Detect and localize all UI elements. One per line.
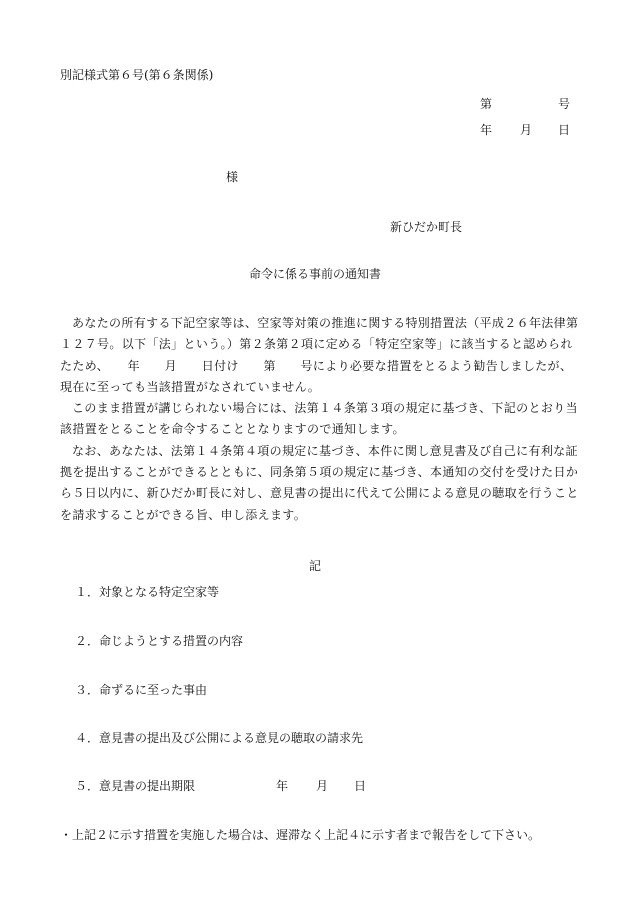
- list-item: [75, 777, 195, 794]
- item-label: 命ずるに至った事由: [99, 683, 208, 697]
- footnote: ・上記２に示す措置を実施した場合は、遅滞なく上記４に示す者まで報告をして下さい。: [60, 828, 541, 842]
- item-label: 命じようとする措置の内容: [99, 634, 244, 648]
- item-number: ５．: [75, 779, 100, 793]
- list-item: [75, 583, 219, 600]
- item-label: 意見書の提出及び公開による意見の聴取の請求先: [99, 731, 364, 745]
- list-item: [75, 632, 243, 649]
- deadline-month: 月: [316, 779, 329, 793]
- number-prefix: 第: [480, 97, 493, 111]
- item-number: ２．: [75, 634, 100, 648]
- deadline-day: 日: [354, 779, 367, 793]
- date-year: 年: [480, 123, 493, 137]
- paragraph-2: このまま措置が講じられない場合には、法第１４条第３項の規定に基づき、下記のとおり当該措置をとることを命令することとなりますので通知します。: [60, 401, 578, 437]
- sender-name: 新ひだか町長: [390, 220, 463, 234]
- list-item: [75, 681, 207, 698]
- body-text: [60, 313, 580, 526]
- paragraph-3: なお、あなたは、法第１４条第４項の規定に基づき、本件に関し意見書及び自己に有利な証拠を提出することができるとともに、同条第５項の規定に基づき、本通知の交付を受けた日から５日以内に、新ひだか町長に対し、意見書の提出に代えて公開による意見の聴取を行うことを請求することができる旨、申し添えます。: [60, 443, 579, 522]
- item-number: ３．: [75, 683, 100, 697]
- ki-heading: 記: [308, 559, 321, 573]
- item-number: ４．: [75, 731, 100, 745]
- deadline-year: 年: [276, 779, 289, 793]
- addressee: 様: [226, 170, 239, 184]
- item-label: 対象となる特定空家等: [99, 585, 220, 599]
- item-number: １．: [75, 585, 100, 599]
- item-label: 意見書の提出期限: [99, 779, 196, 793]
- list-item: [75, 729, 363, 746]
- paragraph-1: あなたの所有する下記空家等は、空家等対策の推進に関する特別措置法（平成２６年法律第１２７号。以下「法」という。）第２条第２項に定める「特定空家等」に該当すると認められたため、 年 月 日付け 第 号により必要な措置をとるよう勧告しましたが、現在に至っても当該措置がなされていません。: [60, 316, 579, 394]
- date-month: 月: [520, 123, 533, 137]
- form-identifier: 別記様式第６号(第６条関係): [60, 68, 214, 82]
- date-day: 日: [558, 123, 571, 137]
- document-title: 命令に係る事前の通知書: [248, 267, 381, 281]
- number-suffix: 号: [558, 97, 571, 111]
